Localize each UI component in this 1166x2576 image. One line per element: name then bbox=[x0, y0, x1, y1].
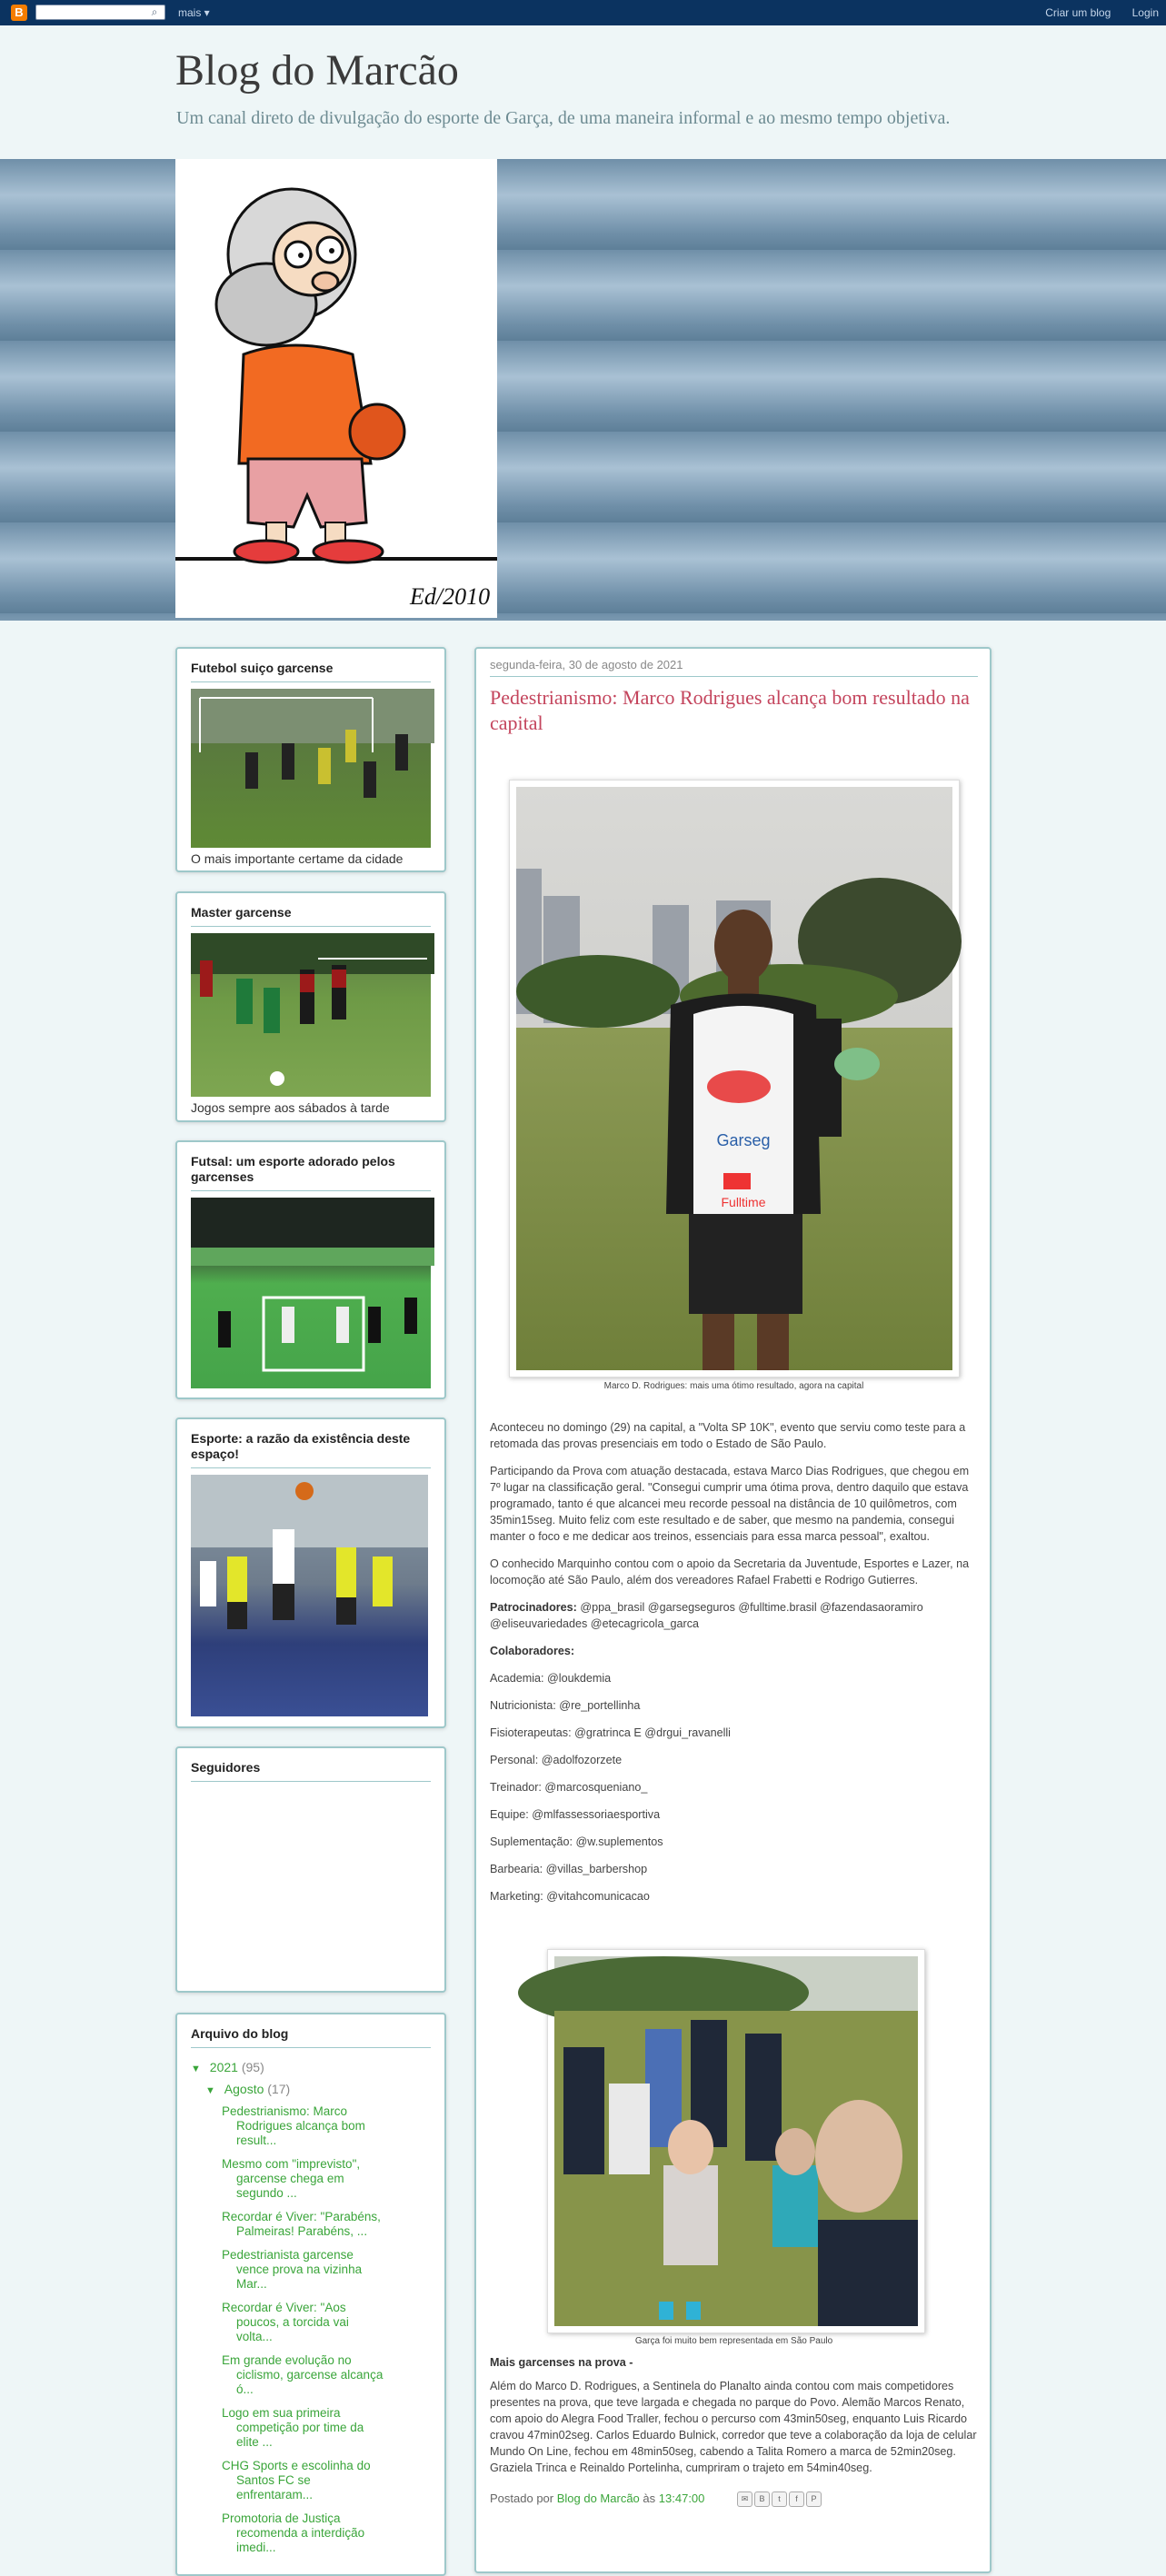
archive-post-line[interactable]: volta... bbox=[236, 2330, 273, 2343]
archive-month[interactable]: Agosto bbox=[224, 2082, 264, 2096]
widget-title: Seguidores bbox=[191, 1760, 431, 1782]
search-icon[interactable]: ⌕ bbox=[151, 5, 158, 18]
blog-title[interactable]: Blog do Marcão bbox=[175, 46, 459, 94]
collaborator-line: Marketing: @vitahcomunicacao bbox=[490, 1890, 650, 1903]
widget-title: Arquivo do blog bbox=[191, 2026, 431, 2048]
archive-post-line[interactable]: recomenda a interdição bbox=[236, 2526, 365, 2540]
caricature-image bbox=[175, 159, 497, 618]
archive-post-link[interactable] bbox=[222, 2210, 431, 2239]
archive-post-line[interactable]: Logo em sua primeira bbox=[222, 2406, 341, 2420]
twitter-share-icon[interactable]: t bbox=[772, 2491, 787, 2507]
widget-esporte bbox=[175, 1417, 446, 1728]
post-container bbox=[474, 647, 992, 2573]
archive-post-line[interactable]: enfrentaram... bbox=[236, 2488, 314, 2501]
facebook-share-icon[interactable]: f bbox=[789, 2491, 804, 2507]
archive-list bbox=[191, 2057, 431, 2555]
archive-post-link[interactable] bbox=[222, 2511, 431, 2555]
archive-post-link[interactable] bbox=[222, 2406, 431, 2450]
photo2-caption: Garça foi muito bem representada em São Paulo bbox=[634, 2336, 833, 2346]
archive-post-line[interactable]: Santos FC se bbox=[236, 2473, 311, 2487]
collaborator-line: Academia: @loukdemia bbox=[490, 1672, 612, 1685]
archive-post-link[interactable] bbox=[222, 2353, 431, 2397]
archive-post-line[interactable]: poucos, a torcida vai bbox=[236, 2315, 349, 2329]
archive-post-line[interactable]: vence prova na vizinha bbox=[236, 2263, 363, 2276]
widget-archive bbox=[175, 2013, 446, 2576]
archive-post-line[interactable]: segundo ... bbox=[236, 2186, 297, 2200]
archive-post-line[interactable]: result... bbox=[236, 2133, 277, 2147]
archive-month-row[interactable] bbox=[205, 2079, 431, 2101]
archive-post-line[interactable]: CHG Sports e escolinha do bbox=[222, 2459, 371, 2472]
blog-description: Um canal direto de divulgação do esporte de Garça, de uma maneira informal e ao mesmo tempo objetiva. bbox=[176, 108, 951, 128]
login-link[interactable]: Login bbox=[1131, 6, 1159, 19]
post-paragraph: Participando da Prova com atuação destacada, estava Marco Dias Rodrigues, que chegou em 7º lugar na classificação geral. "Consegui cumprir uma ótima prova, dentro daquilo que estava programado, tanto é que alcancei meu recorde pessoal na distância de 10 quilômetros, com 35min15seg. Muito feliz com este resultado e de saber, que mesmo na pandemia, consegui manter o foco e me dedicar aos treinos, essenciais para essa marca pessoal", exaltou. bbox=[490, 1465, 970, 1543]
blogger-logo-icon[interactable]: B bbox=[11, 5, 27, 21]
more-heading: Mais garcenses na prova - bbox=[490, 2356, 633, 2369]
archive-post-line[interactable]: Recordar é Viver: "Parabéns, bbox=[222, 2210, 381, 2223]
archive-post-line[interactable]: Rodrigues alcança bom bbox=[236, 2119, 365, 2133]
collaborator-line: Treinador: @marcosqueniano_ bbox=[490, 1781, 648, 1794]
archive-post-line[interactable]: Em grande evolução no bbox=[222, 2353, 352, 2367]
archive-post-link[interactable] bbox=[222, 2104, 431, 2148]
widget-title: Esporte: a razão da existência deste espaço! bbox=[191, 1431, 431, 1468]
collab-heading bbox=[490, 1643, 978, 1659]
post-paragraph: O conhecido Marquinho contou com o apoio da Secretaria da Juventude, Esportes e Lazer, na locomoção até São Paulo, além dos vereadores Rafael Frabetti e Rodrigo Gutierres. bbox=[490, 1557, 970, 1586]
post-body bbox=[490, 1419, 978, 1915]
at-label: às bbox=[643, 2491, 656, 2505]
shirt-brand: Garseg bbox=[716, 1131, 771, 1149]
archive-post-link[interactable] bbox=[222, 2157, 431, 2201]
archive-post-line[interactable]: Pedestrianismo: Marco bbox=[222, 2104, 348, 2118]
archive-post-link[interactable] bbox=[222, 2459, 431, 2502]
posted-by-label: Postado por bbox=[490, 2491, 554, 2505]
post-time-link[interactable]: 13:47:00 bbox=[658, 2491, 705, 2505]
photo1-caption: Marco D. Rodrigues: mais uma ótimo resultado, agora na capital bbox=[603, 1381, 864, 1391]
archive-year[interactable]: 2021 bbox=[209, 2060, 238, 2074]
soccer-photo[interactable] bbox=[191, 689, 431, 848]
archive-post-line[interactable]: elite ... bbox=[236, 2435, 273, 2449]
author-link[interactable]: Blog do Marcão bbox=[556, 2491, 640, 2505]
widget-title: Futebol suiço garcense bbox=[191, 661, 431, 682]
basketball-photo[interactable] bbox=[191, 1475, 428, 1716]
archive-post-line[interactable]: Palmeiras! Parabéns, ... bbox=[236, 2224, 368, 2238]
archive-post-line[interactable]: imedi... bbox=[236, 2541, 276, 2554]
email-share-icon[interactable]: ✉ bbox=[737, 2491, 752, 2507]
collaborators-list bbox=[490, 1670, 978, 1905]
sponsors-label: Patrocinadores: bbox=[490, 1601, 577, 1614]
search-input[interactable] bbox=[35, 5, 165, 20]
blogthis-share-icon[interactable]: B bbox=[754, 2491, 770, 2507]
group-photo[interactable] bbox=[547, 1949, 925, 2333]
post-paragraph: Além do Marco D. Rodrigues, a Sentinela do Planalto ainda contou com mais competidores presentes na prova, que teve largada e chegada no parque do Povo. Alemão Marcos Renato, com apoio do Alegra Food Traller, fechou o percurso com 43min50seg, enquanto Luis Ricardo cravou 47min02seg. Carlos Eduardo Bulnick, corredor que teve a colaboração da loja de celular Mundo On Line, fechou em 48min50seg, cabendo a Talita Romero a marca de 52min20seg. Graziela Trinca e Reinaldo Portelinha, cumpriram o trajeto em 54min40seg. bbox=[490, 2380, 977, 2474]
widget-futsal bbox=[175, 1140, 446, 1399]
widget-caption: Jogos sempre aos sábados à tarde bbox=[191, 1100, 390, 1115]
post-date: segunda-feira, 30 de agosto de 2021 bbox=[490, 658, 978, 677]
master-soccer-photo[interactable] bbox=[191, 933, 431, 1097]
archive-post-line[interactable]: competição por time da bbox=[236, 2421, 364, 2434]
archive-post-line[interactable]: Mesmo com "imprevisto", bbox=[222, 2157, 361, 2171]
shirt-sub: Fulltime bbox=[721, 1195, 766, 1209]
archive-post-line[interactable]: Promotoria de Justiça bbox=[222, 2511, 341, 2525]
archive-year-count: (95) bbox=[241, 2060, 264, 2074]
runner-photo[interactable] bbox=[509, 780, 960, 1378]
collaborator-line: Barbearia: @villas_barbershop bbox=[490, 1863, 648, 1875]
archive-month-count: (17) bbox=[267, 2082, 291, 2096]
futsal-photo[interactable] bbox=[191, 1198, 431, 1388]
archive-post-line[interactable]: garcense chega em bbox=[236, 2172, 344, 2185]
sponsors-paragraph bbox=[490, 1599, 978, 1632]
widget-futebol-suico bbox=[175, 647, 446, 872]
collaborator-line: Suplementação: @w.suplementos bbox=[490, 1835, 663, 1848]
collapse-triangle-icon[interactable]: ▼ bbox=[191, 2064, 201, 2074]
collab-label: Colaboradores: bbox=[490, 1645, 575, 1657]
archive-post-link[interactable] bbox=[222, 2248, 431, 2292]
collaborator-line: Personal: @adolfozorzete bbox=[490, 1754, 623, 1766]
collapse-triangle-icon[interactable]: ▼ bbox=[205, 2085, 215, 2096]
widget-title: Master garcense bbox=[191, 905, 431, 927]
post-title[interactable]: Pedestrianismo: Marco Rodrigues alcança bom resultado na capital bbox=[490, 686, 970, 734]
archive-post-line[interactable]: Mar... bbox=[236, 2277, 267, 2291]
post-paragraph: Aconteceu no domingo (29) na capital, a "Volta SP 10K", evento que serviu como teste para a retomada das provas presenciais em todo o Estado de São Paulo. bbox=[490, 1421, 966, 1450]
create-blog-link[interactable]: Criar um blog bbox=[1045, 6, 1111, 19]
archive-post-list bbox=[222, 2104, 431, 2555]
navbar bbox=[0, 0, 1166, 25]
collaborator-line: Equipe: @mlfassessoriaesportiva bbox=[490, 1808, 661, 1821]
widget-title: Futsal: um esporte adorado pelos garcenses bbox=[191, 1154, 431, 1191]
archive-post-line[interactable]: ó... bbox=[236, 2382, 254, 2396]
widget-seguidores bbox=[175, 1746, 446, 1993]
widget-caption: O mais importante certame da cidade bbox=[191, 851, 404, 866]
collaborator-line: Nutricionista: @re_portellinha bbox=[490, 1699, 641, 1712]
widget-master-garcense bbox=[175, 891, 446, 1122]
archive-post-line[interactable]: ciclismo, garcense alcança bbox=[236, 2368, 384, 2382]
archive-post-line[interactable]: Pedestrianista garcense bbox=[222, 2248, 354, 2262]
archive-post-line[interactable]: Recordar é Viver: "Aos bbox=[222, 2301, 346, 2314]
artist-signature: Ed/2010 bbox=[410, 583, 491, 610]
post-footer bbox=[490, 2491, 978, 2507]
post-body-more bbox=[490, 2354, 978, 2487]
archive-post-link[interactable] bbox=[222, 2301, 431, 2344]
sponsors-text: @ppa_brasil @garsegseguros @fulltime.brasil @fazendasaoramiro @eliseuvariedades @etecagricola_garca bbox=[490, 1601, 923, 1630]
archive-year-row[interactable] bbox=[191, 2057, 431, 2079]
collaborator-line: Fisioterapeutas: @gratrinca E @drgui_ravanelli bbox=[490, 1726, 731, 1739]
more-menu[interactable]: mais ▾ bbox=[178, 6, 210, 19]
pinterest-share-icon[interactable]: P bbox=[806, 2491, 822, 2507]
